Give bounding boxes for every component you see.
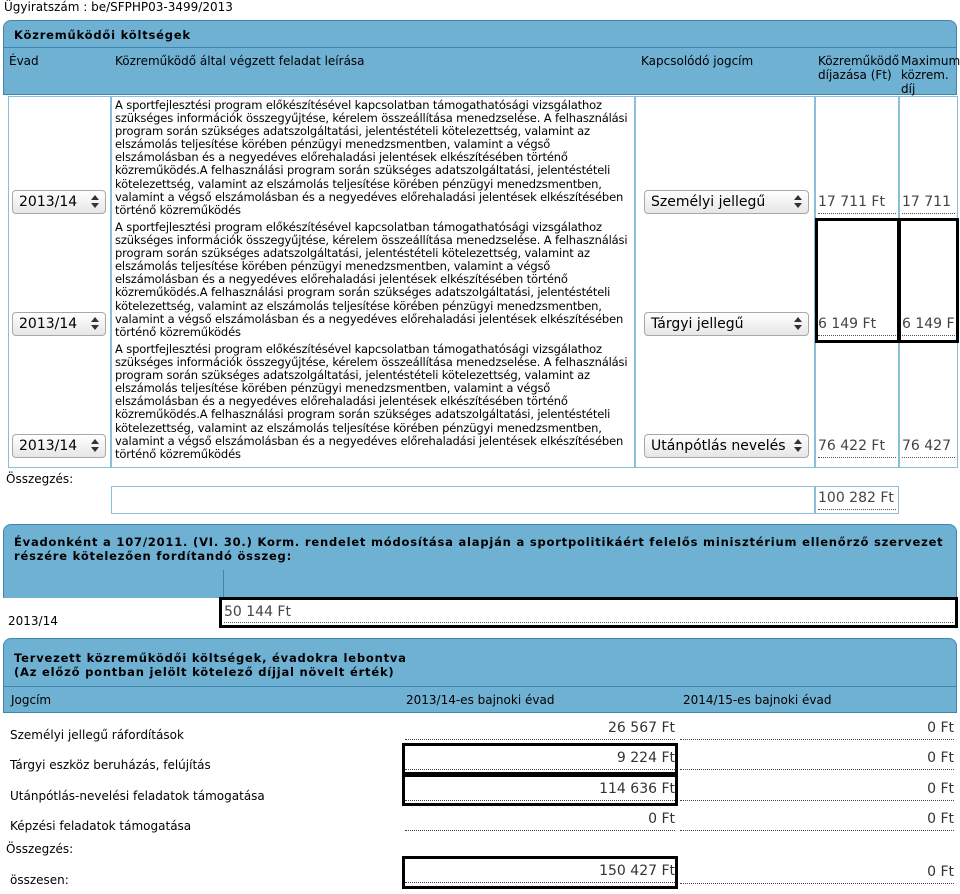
chevron-updown-icon <box>91 195 99 209</box>
chevron-updown-icon <box>794 195 802 209</box>
planned-costs-title <box>3 638 957 686</box>
col-description: Közreműködő által végzett feladat leírása <box>115 54 365 68</box>
mandatory-season: 2013/14 <box>8 614 58 628</box>
season-select[interactable]: 2013/14 <box>12 434 106 458</box>
planned-row-label: Tárgyi eszköz beruházás, felújítás <box>10 758 211 772</box>
planned-costs-title-line2: (Az előző pontban jelölt kötelező díjjal növelt érték) <box>14 664 395 679</box>
max-fee-value: 76 427 <box>902 438 955 458</box>
planned-value-2013[interactable]: 0 Ft <box>405 811 675 831</box>
planned-costs-column-header <box>3 686 957 713</box>
col-legal: Kapcsolódó jogcím <box>641 54 754 68</box>
col-season-2013: 2013/14-es bajnoki évad <box>406 693 555 707</box>
chevron-updown-icon <box>91 439 99 453</box>
legal-select[interactable]: Személyi jellegű <box>644 190 809 214</box>
document-id: Ügyiratszám : be/SFPHP03-3499/2013 <box>4 0 233 14</box>
chevron-updown-icon <box>794 317 802 331</box>
planned-total-label: összesen: <box>10 873 69 887</box>
fee-value[interactable]: 6 149 Ft <box>818 316 896 336</box>
planned-row-label: Személyi jellegű ráfordítások <box>10 728 184 742</box>
mandatory-amount: 50 144 Ft <box>224 604 953 623</box>
fee-value[interactable]: 17 711 Ft <box>818 194 896 214</box>
planned-total-2013: 150 427 Ft <box>405 863 675 883</box>
season-select[interactable]: 2013/14 <box>12 312 106 336</box>
mandatory-amount-title: Évadonként a 107/2011. (VI. 30.) Korm. rendelet módosítása alapján a sportpolitikáért felelős minisztérium ellenőrző szervezet részére kötelezően fordítandó összeg: <box>3 524 957 570</box>
season-column-frame <box>8 96 111 468</box>
planned-value-2013[interactable]: 114 636 Ft <box>405 781 675 801</box>
col-legal: Jogcím <box>11 693 52 707</box>
summary-frame <box>111 486 815 514</box>
task-description: A sportfejlesztési program előkészítésével kapcsolatban támogathatósági vizsgálathoz szükséges információk összegyűjtése, kérelem összeállítása menedzselése. A felhasználási program során szükséges adatszolgáltatási, jelentéstételi kötelezettség, valamint az elszámolás teljesítése körében pénzügyi menedzsmentben, valamint a végső elszámolásban és a negyedéves előrehaladási jelentések elkészítésében történő közreműködés.A felhasználási program során szükséges adatszolgáltatási, jelentéstételi kötelezettség, valamint az elszámolás teljesítése körében pénzügyi menedzsmentben, valamint a végső elszámolásban és a negyedéves előrehaladási jelentések elkészítésében történő közreműködés <box>115 98 628 217</box>
planned-value-2014[interactable]: 0 Ft <box>680 811 954 831</box>
chevron-updown-icon <box>794 439 802 453</box>
costs-column-header <box>3 47 960 96</box>
planned-value-2014[interactable]: 0 Ft <box>680 720 954 740</box>
max-fee-value: 17 711 <box>902 194 955 214</box>
planned-value-2013[interactable]: 9 224 Ft <box>405 750 675 770</box>
mandatory-amount-band <box>3 570 957 598</box>
planned-total-2014: 0 Ft <box>680 864 954 884</box>
legal-select[interactable]: Tárgyi jellegű <box>644 312 809 336</box>
col-season-2014: 2014/15-es bajnoki évad <box>683 693 832 707</box>
fee-value[interactable]: 76 422 Ft <box>818 438 896 458</box>
task-description: A sportfejlesztési program előkészítésével kapcsolatban támogathatósági vizsgálathoz szükséges információk összegyűjtése, kérelem összeállítása menedzselése. A felhasználási program során szükséges adatszolgáltatási, jelentéstételi kötelezettség, valamint az elszámolás teljesítése körében pénzügyi menedzsmentben, valamint a végső elszámolásban és a negyedéves előrehaladási jelentések elkészítésében történő közreműködés.A felhasználási program során szükséges adatszolgáltatási, jelentéstételi kötelezettség, valamint az elszámolás teljesítése körében pénzügyi menedzsmentben, valamint a végső elszámolásban és a negyedéves előrehaladási jelentések elkészítésében történő közreműködés <box>115 220 628 339</box>
planned-value-2014[interactable]: 0 Ft <box>680 781 954 801</box>
section-costs-title: Közreműködői költségek <box>3 20 957 47</box>
legal-select[interactable]: Utánpótlás nevelés <box>644 434 809 458</box>
planned-costs-title-line1: Tervezett közreműködői költségek, évadokra lebontva <box>14 651 407 665</box>
legal-column-frame <box>635 96 815 468</box>
planned-value-2013[interactable]: 26 567 Ft <box>405 720 675 740</box>
chevron-updown-icon <box>91 317 99 331</box>
planned-summary-label: Összegzés: <box>6 842 74 856</box>
planned-value-2014[interactable]: 0 Ft <box>680 750 954 770</box>
col-season: Évad <box>9 54 39 68</box>
col-max: Maximum közrem. díj <box>901 54 960 96</box>
task-description: A sportfejlesztési program előkészítésével kapcsolatban támogathatósági vizsgálathoz szükséges információk összegyűjtése, kérelem összeállítása menedzselése. A felhasználási program során szükséges adatszolgáltatási, jelentéstételi kötelezettség, valamint az elszámolás teljesítése körében pénzügyi menedzsmentben, valamint a végső elszámolásban és a negyedéves előrehaladási jelentések elkészítésében történő közreműködés.A felhasználási program során szükséges adatszolgáltatási, jelentéstételi kötelezettség, valamint az elszámolás teljesítése körében pénzügyi menedzsmentben, valamint a végső elszámolásban és a negyedéves előrehaladási jelentések elkészítésében történő közreműködés <box>115 342 628 461</box>
summary-total: 100 282 Ft <box>818 490 896 510</box>
col-fee: Közreműködő díjazása (Ft) <box>818 54 900 82</box>
summary-label: Összegzés: <box>6 472 74 486</box>
max-fee-value: 6 149 F <box>902 316 955 336</box>
season-select[interactable]: 2013/14 <box>12 190 106 214</box>
planned-row-label: Képzési feladatok támogatása <box>10 819 192 833</box>
planned-row-label: Utánpótlás-nevelési feladatok támogatása <box>10 789 265 803</box>
